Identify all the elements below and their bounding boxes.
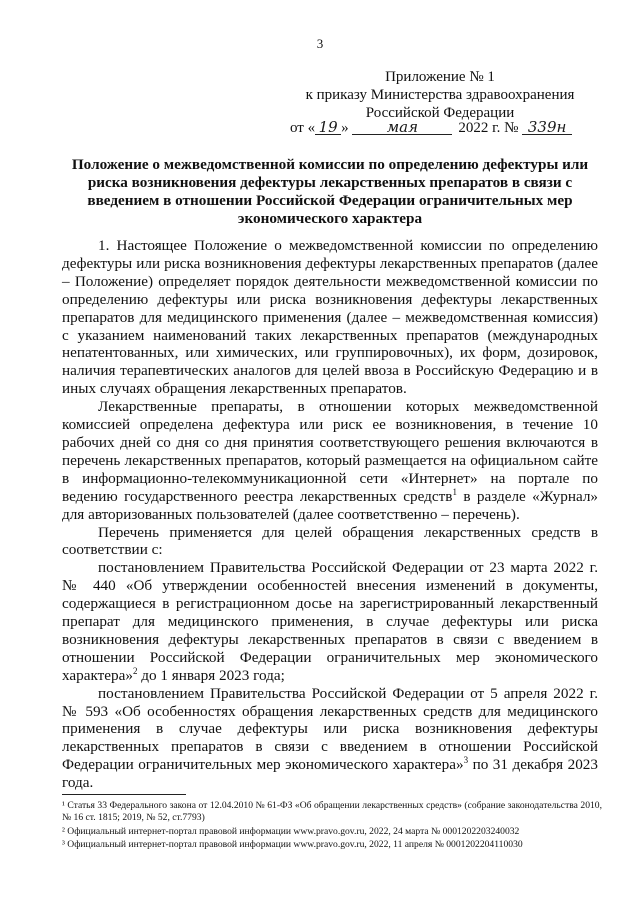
paragraph-2-tail: в разделе «Журнал» для авторизованных пользователей (далее соответственно – перечень). bbox=[62, 487, 598, 523]
paragraph-4 bbox=[62, 559, 598, 684]
footnote-2: ² Официальный интернет-портал правовой информации www.pravo.gov.ru, 2022, 24 марта № 0001202203240032 bbox=[62, 826, 520, 837]
paragraph-5 bbox=[62, 685, 598, 792]
paragraph-5-text: постановлением Правительства Российской Федерации от 5 апреля 2022 г. № 593 «Об особенностях обращения лекарственных средств для медицинского применения в случае дефектуры или риска возникновения дефектуры лекарственных препаратов в связи с введением в отношении Российской Федерации ограничительных мер экономического характера» bbox=[62, 684, 598, 774]
footnote-divider bbox=[62, 794, 186, 795]
appendix-order-ref: к приказу Министерства здравоохранения bbox=[305, 87, 575, 103]
date-prefix: от « bbox=[290, 120, 316, 136]
paragraph-1: 1. Настоящее Положение о межведомственной комиссии по определению дефектуры или риска возникновения дефектуры лекарственных препаратов (далее – Положение) определяет порядок деятельности межведомственной комиссии по определению дефектуры или риска возникновения дефектуры лекарственных препаратов для медицинского применения (далее – межведомственная комиссия) с указанием наименований таких лекарственных препаратов (международных непатентованных, или химических, или группировочных), их форм, дозировок, наличия терапевтических аналогов для целей ввоза в Российскую Федерацию и в иных случаях обращения лекарственных препаратов. bbox=[62, 237, 598, 398]
year-text: 2022 г. № bbox=[458, 120, 523, 136]
footnote-3: ³ Официальный интернет-портал правовой информации www.pravo.gov.ru, 2022, 11 апреля № 0001202204110030 bbox=[62, 839, 523, 850]
handwritten-order-number: 339н bbox=[522, 120, 572, 135]
paragraph-4-text: постановлением Правительства Российской Федерации от 23 марта 2022 г. № 440 «Об утверждении особенностей внесения изменений в документы, содержащиеся в регистрационном досье на зарегистрированный лекарственный препарат для медицинского применения, в случае дефектуры или риска возникновения дефектуры лекарственных препаратов в связи с введением в отношении Российской Федерации ограничительных мер экономического характера» bbox=[62, 559, 598, 684]
paragraph-4-tail: до 1 января 2023 года; bbox=[137, 666, 285, 684]
paragraph-3: Перечень применяется для целей обращения лекарственных средств в соответствии с: bbox=[62, 523, 598, 559]
paragraph-2-text: Лекарственные препараты, в отношении которых межведомственной комиссией определена дефектура или риск ее возникновения, в течение 10 рабочих дней со дня со дня принятия соответствующего решения включаются в перечень лекарственных препаратов, который размещается на официальном сайте в информационно-телекоммуникационной сети «Интернет» на портале по ведению государственного реестра лекарственных средств bbox=[62, 398, 598, 505]
paragraph-5-tail: по 31 декабря 2023 года. bbox=[62, 756, 598, 792]
order-date-line bbox=[290, 120, 600, 137]
handwritten-day: 19 bbox=[315, 120, 341, 135]
appendix-authority: Российской Федерации bbox=[365, 105, 515, 121]
appendix-title: Приложение № 1 bbox=[385, 69, 495, 85]
page-number: 3 bbox=[316, 36, 324, 51]
handwritten-month: мая bbox=[352, 120, 452, 135]
footnote-ref-3: 3 bbox=[463, 755, 469, 766]
date-mid: » bbox=[341, 120, 353, 136]
footnote-ref-2: 2 bbox=[132, 665, 138, 676]
footnote-ref-1: 1 bbox=[452, 486, 457, 497]
footnote-1: ¹ Статья 33 Федерального закона от 12.04.2010 № 61-ФЗ «Об обращении лекарственных средств» (собрание законодательства 2010, № 16 ст. 1815; 2019, № 52, ст.7793) bbox=[62, 800, 602, 824]
appendix-header bbox=[290, 68, 590, 122]
paragraph-2 bbox=[62, 398, 598, 523]
document-body bbox=[62, 237, 598, 792]
document-title: Положение о межведомственной комиссии по определению дефектуры или риска возникновения дефектуры лекарственных препаратов в связи с введением в отношении Российской Федерации ограничительных мер экономического характера bbox=[71, 156, 589, 227]
